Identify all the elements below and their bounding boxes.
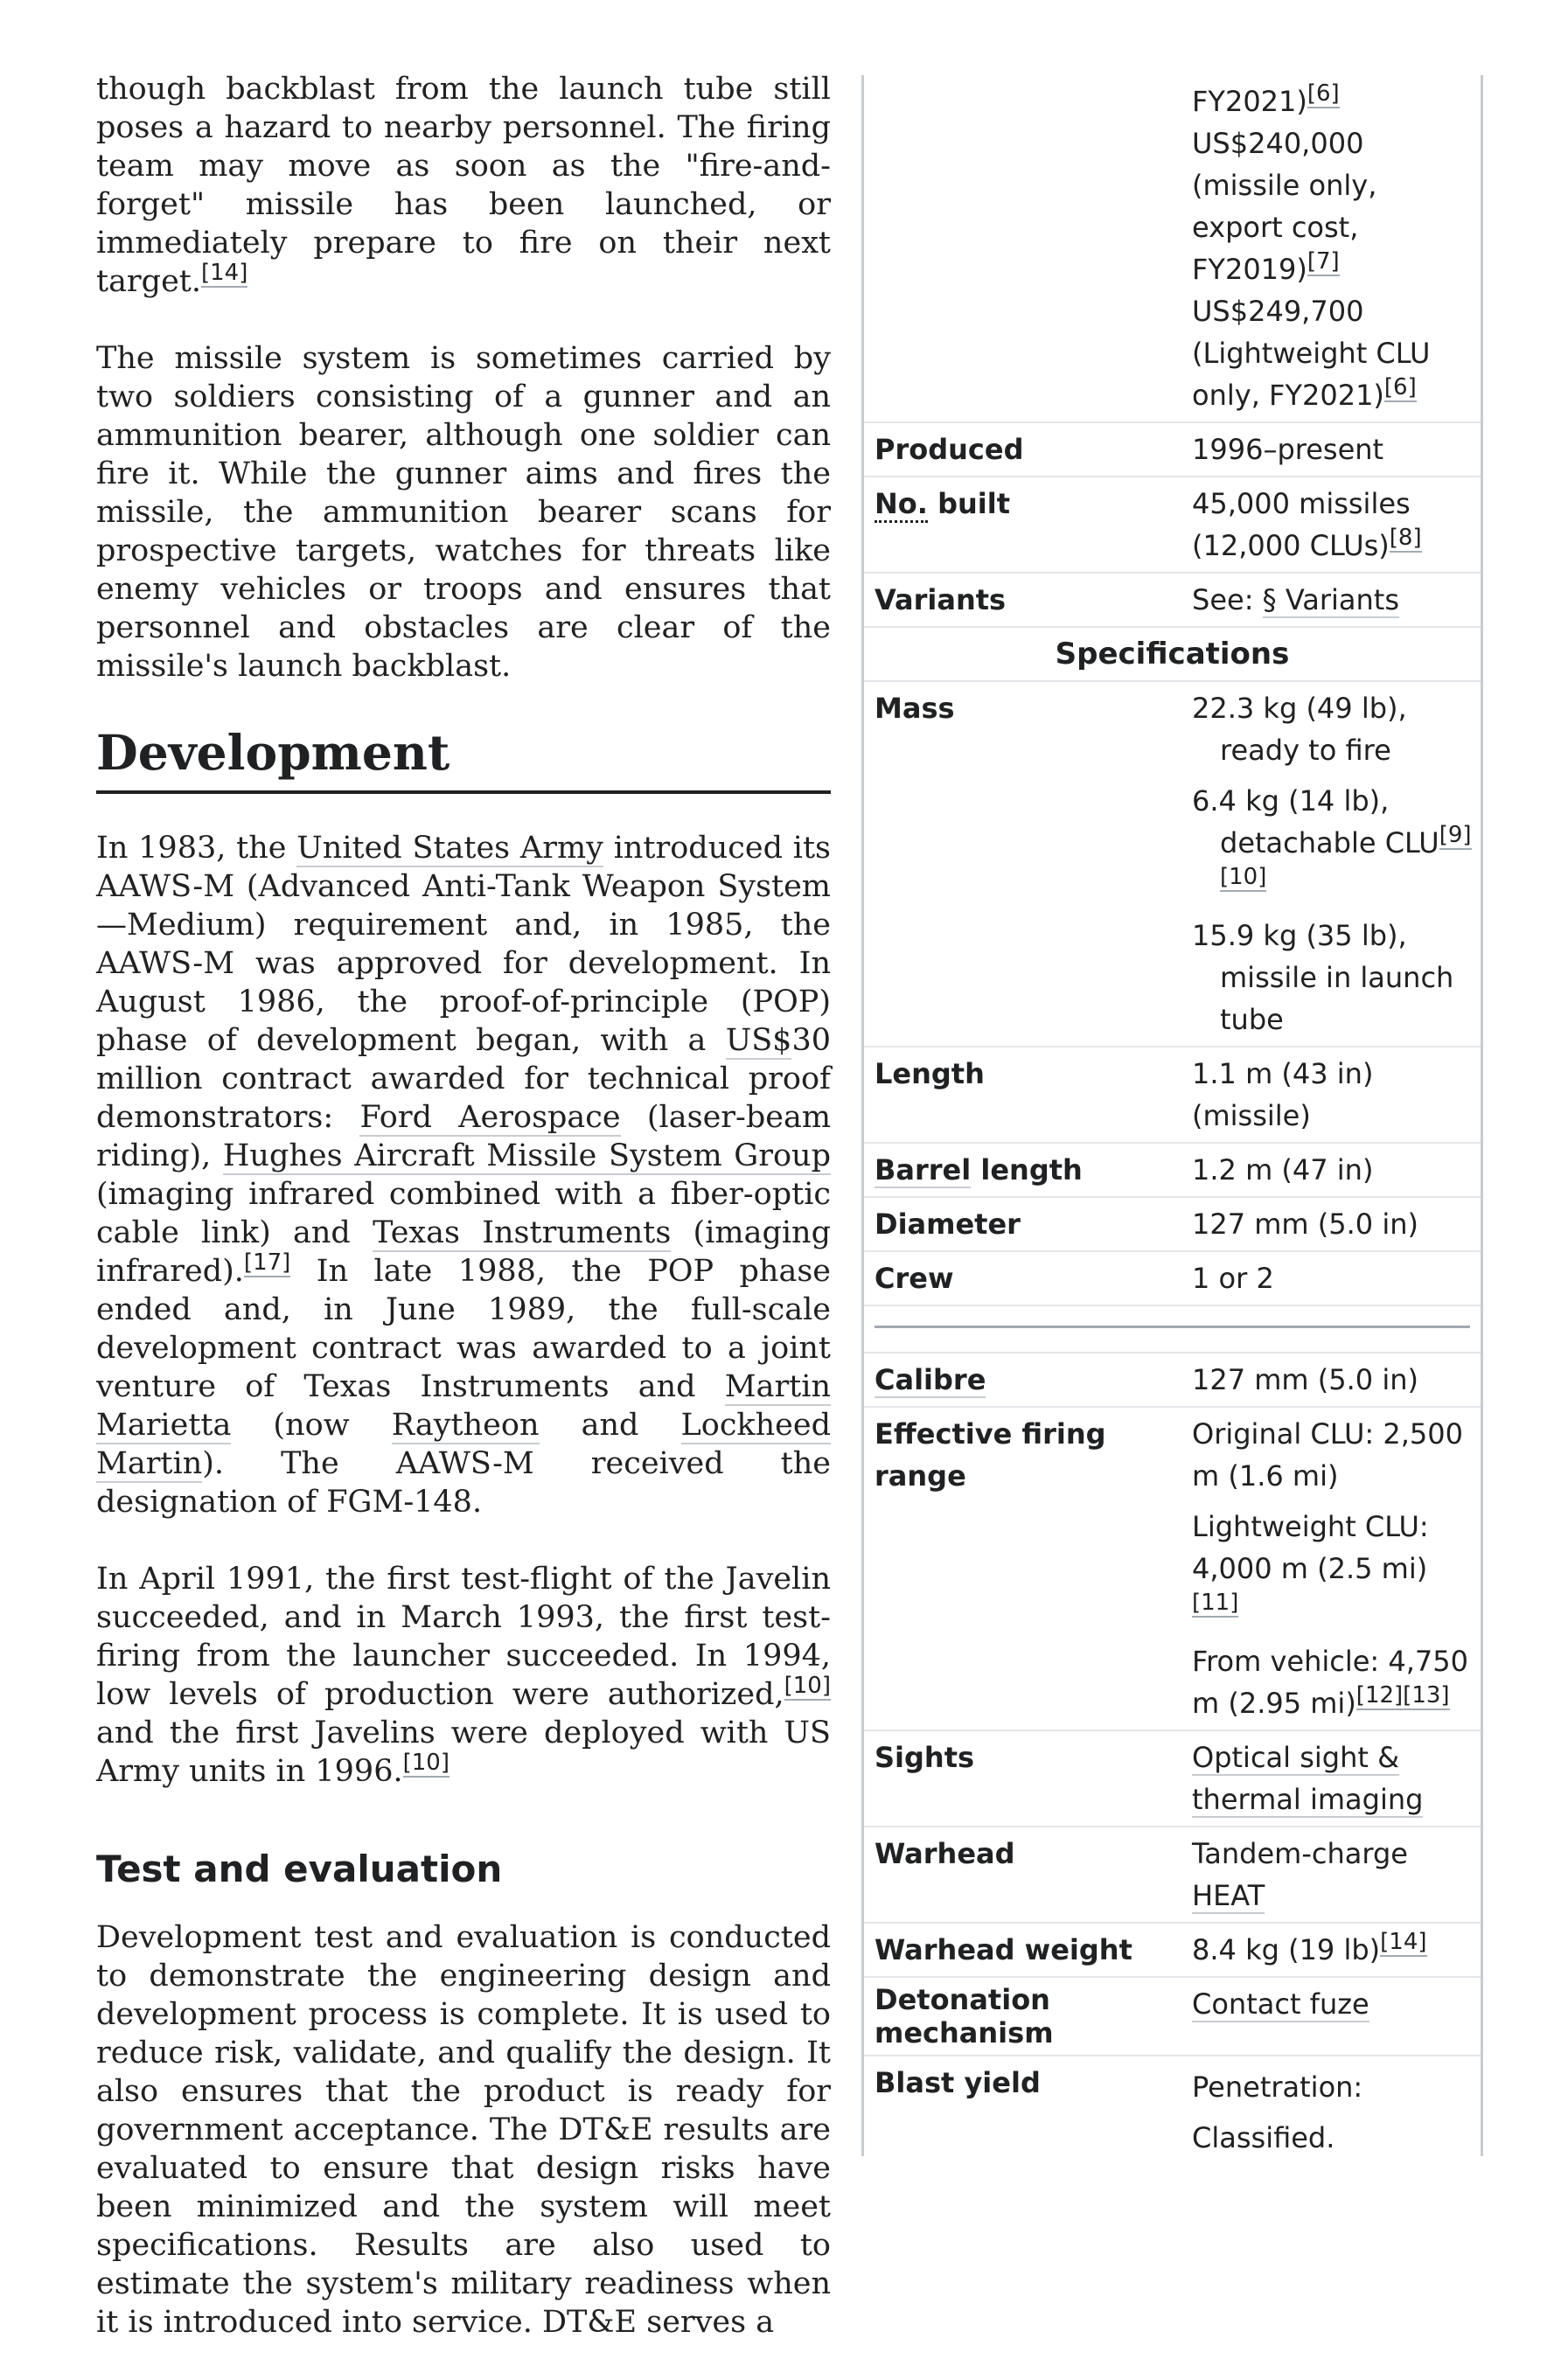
- link-calibre[interactable]: Calibre: [875, 1363, 986, 1396]
- infobox-row-warhead-weight: Warhead weight 8.4 kg (19 lb)[14]: [864, 1924, 1481, 1978]
- link-sights[interactable]: Optical sight & thermal imaging: [1192, 1741, 1424, 1816]
- citation-8[interactable]: [8]: [1389, 525, 1422, 552]
- infobox-row-warhead: Warhead Tandem-charge HEAT: [864, 1827, 1481, 1924]
- link-barrel[interactable]: Barrel: [875, 1153, 972, 1187]
- link-raytheon[interactable]: Raytheon: [391, 1408, 540, 1443]
- citation-10[interactable]: [10]: [784, 1673, 831, 1700]
- link-martin-marietta[interactable]: Martin Marietta: [96, 1369, 831, 1443]
- citation-11[interactable]: [11]: [1192, 1590, 1239, 1617]
- unit-cost-value: FY2021)[6] US$240,000 (missile only, export cost, FY2019)[7] US$249,700 (Lightweight CLU only, FY2021)[6]: [1192, 80, 1431, 412]
- citation-17[interactable]: [17]: [243, 1249, 291, 1277]
- blast-classified: Classified.: [1192, 2121, 1335, 2154]
- paragraph-dte: Development test and evaluation is conducted to demonstrate the engineering design and development process is complete. It is used to reduce risk, validate, and qualify the design. It also ensures that the product is ready for government acceptance. The DT&E results are evaluated to ensure that design risks have been minimized and the system will meet specifications. Results are also used to estimate the system's military readiness when it is introduced into service. DT&E serves a: [96, 1920, 831, 2340]
- infobox-row-produced: Produced 1996–present: [864, 423, 1481, 477]
- link-heat[interactable]: HEAT: [1192, 1879, 1265, 1912]
- infobox-row-effective-range: Effective firing range Original CLU: 2,500 m (1.6 mi) Lightweight CLU: 4,000 m (2.5 mi)[11] From vehicle: 4,750 m (2.95 mi)[12][13]: [864, 1408, 1481, 1731]
- heading-test-and-evaluation: Test and evaluation: [96, 1848, 503, 1890]
- infobox-row-barrel-length: Barrel length 1.2 m (47 in): [864, 1144, 1481, 1198]
- infobox-row-detonation: Detonation mechanism Contact fuze: [864, 1978, 1481, 2056]
- link-lockheed-martin[interactable]: Lockheed Martin: [96, 1408, 831, 1481]
- link-united-states-army[interactable]: United States Army: [296, 831, 603, 866]
- mass-detachable-clu: 6.4 kg (14 lb), detachable CLU[9][10]: [1192, 784, 1472, 891]
- citation-10-c[interactable]: [10]: [1220, 864, 1267, 891]
- citation-6[interactable]: [6]: [1307, 80, 1340, 108]
- paragraph-crew: The missile system is sometimes carried by two soldiers consisting of a gunner and an ammunition bearer, although one soldier can fire it. While the gunner aims and fires the missile, the ammunition bearer scans for prospective targets, watches for threats like enemy vehicles or troops and ensures that personnel and obstacles are clear of the missile's launch backblast.: [96, 341, 831, 684]
- link-ford-aerospace[interactable]: Ford Aerospace: [359, 1100, 621, 1135]
- infobox-row-crew: Crew 1 or 2: [864, 1252, 1481, 1306]
- citation-6-b[interactable]: [6]: [1383, 374, 1417, 401]
- range-original-clu: Original CLU: 2,500 m (1.6 mi): [1192, 1417, 1463, 1493]
- citation-10-b[interactable]: [10]: [402, 1750, 449, 1777]
- infobox-row-variants: Variants See: § Variants: [864, 574, 1481, 628]
- citation-12[interactable]: [12]: [1355, 1682, 1404, 1709]
- infobox-row-length: Length 1.1 m (43 in) (missile): [864, 1047, 1481, 1144]
- citation-13[interactable]: [13]: [1403, 1682, 1450, 1709]
- infobox-row-diameter: Diameter 127 mm (5.0 in): [864, 1198, 1481, 1252]
- paragraph-first-flight: In April 1991, the first test-flight of the Javelin succeeded, and in March 1993, the first test-firing from the launcher succeeded. In 1994, low levels of production were authorized,[10] and the first Javelins were deployed with US Army units in 1996.[10]: [96, 1562, 831, 1789]
- mass-ready-to-fire: 22.3 kg (49 lb), ready to fire: [1192, 692, 1407, 767]
- paragraph-development: In 1983, the United States Army introduced its AAWS-M (Advanced Anti-Tank Weapon System—Medium) requirement and, in 1985, the AAWS-M was approved for development. In August 1986, the proof-of-principle (POP) phase of development began, with a US$30 million contract awarded for technical proof demonstrators: Ford Aerospace (laser-beam riding), Hughes Aircraft Missile System Group (imaging infrared combined with a fiber-optic cable link) and Texas Instruments (imaging infrared).[17] In late 1988, the POP phase ended and, in June 1989, the full-scale development contract was awarded to a joint venture of Texas Instruments and Martin Marietta (now Raytheon and Lockheed Martin). The AAWS-M received the designation of FGM-148.: [96, 831, 832, 1520]
- heading-development: Development: [96, 724, 831, 794]
- article-body: [96, 70, 831, 2380]
- mass-missile-in-tube: 15.9 kg (35 lb), missile in launch tube: [1192, 919, 1454, 1036]
- paragraph-backblast: though backblast from the launch tube still poses a hazard to nearby personnel. The firing team may move as soon as the "fire-and-forget" missile has been launched, or immediately prepare to fire on their next target.[14]: [96, 72, 831, 299]
- infobox-row-mass: Mass 22.3 kg (49 lb), ready to fire 6.4 kg (14 lb), detachable CLU[9][10] 15.9 kg (35 lb), missile in launch tube: [864, 682, 1481, 1047]
- range-from-vehicle: From vehicle: 4,750 m (2.95 mi)[12][13]: [1192, 1645, 1468, 1720]
- infobox-divider: [864, 1306, 1481, 1354]
- link-contact-fuze[interactable]: Contact fuze: [1192, 1987, 1369, 2021]
- infobox-row-blast-yield: Blast yield Penetration: Classified.: [864, 2056, 1481, 2168]
- infobox-row-calibre: Calibre 127 mm (5.0 in): [864, 1354, 1481, 1408]
- link-us-dollar[interactable]: US$: [725, 1023, 792, 1058]
- infobox: [861, 75, 1483, 2156]
- link-variants-section[interactable]: § Variants: [1262, 583, 1399, 616]
- link-hughes-aircraft[interactable]: Hughes Aircraft Missile System Group: [222, 1138, 831, 1173]
- link-texas-instruments[interactable]: Texas Instruments: [373, 1215, 672, 1250]
- citation-14[interactable]: [14]: [200, 260, 248, 287]
- range-lightweight-clu: Lightweight CLU: 4,000 m (2.5 mi)[11]: [1192, 1510, 1429, 1617]
- blast-penetration: Penetration:: [1192, 2070, 1363, 2104]
- infobox-specifications-header: Specifications: [864, 628, 1481, 682]
- citation-7[interactable]: [7]: [1307, 248, 1340, 275]
- abbr-number[interactable]: No.: [875, 487, 928, 523]
- citation-14-b[interactable]: [14]: [1380, 1929, 1427, 1956]
- infobox-row-sights: Sights Optical sight & thermal imaging: [864, 1731, 1481, 1827]
- infobox-row-unit-cost: [864, 75, 1481, 423]
- infobox-row-number-built: No. built 45,000 missiles (12,000 CLUs)[8]: [864, 477, 1481, 574]
- citation-9[interactable]: [9]: [1439, 822, 1472, 849]
